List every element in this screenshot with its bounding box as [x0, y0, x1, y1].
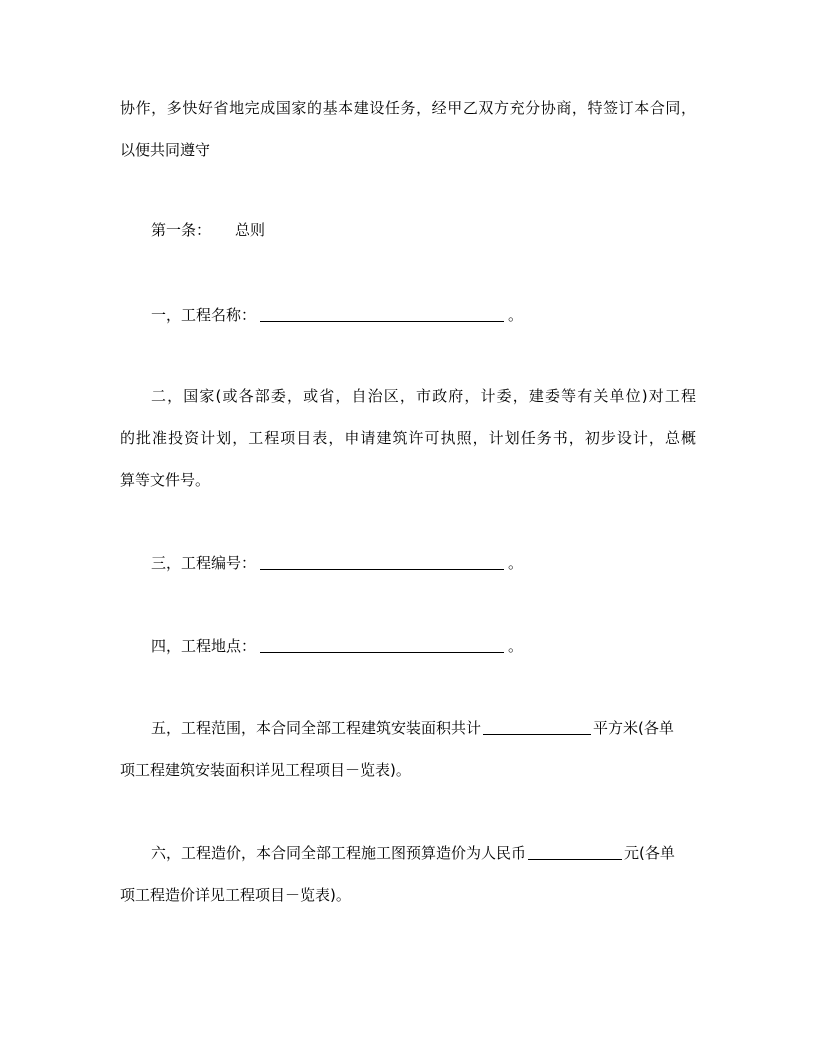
- article-label: 第一条：: [151, 221, 212, 239]
- item2-line-3: 算等文件号。: [120, 471, 211, 489]
- item-project-name-label: 一，工程名称：: [151, 306, 257, 324]
- item5-line-2: 项工程建筑安装面积详见工程项目－览表)。: [120, 761, 411, 779]
- item-project-location-label: 四，工程地点：: [151, 637, 257, 655]
- item6-line-1: [151, 843, 675, 863]
- item5-label: 五，工程范围，本合同全部工程建筑安装面积共计: [151, 719, 482, 737]
- item6-label: 六，工程造价，本合同全部工程施工图预算造价为人民币: [151, 844, 527, 862]
- item-project-number: [151, 553, 523, 573]
- article-heading: [151, 220, 265, 240]
- item-project-location-end: 。: [508, 637, 524, 655]
- intro-line-1: 协作，多快好省地完成国家的基本建设任务，经甲乙双方充分协商，特签订本合同，: [120, 99, 696, 117]
- item-project-name: [151, 305, 523, 325]
- item2-line-2: 的批准投资计划，工程项目表，申请建筑许可执照，计划任务书，初步设计，总概: [120, 429, 696, 447]
- project-location-blank[interactable]: [260, 637, 504, 653]
- item-project-name-end: 。: [508, 306, 524, 324]
- item2-line-1: 二，国家(或各部委，或省，自治区，市政府，计委，建委等有关单位)对工程: [151, 387, 696, 405]
- item6-line-2: 项工程造价详见工程项目－览表)。: [120, 886, 351, 904]
- item5-line-1: [151, 718, 674, 738]
- item-project-number-label: 三，工程编号：: [151, 554, 257, 572]
- article-title: 总则: [235, 221, 266, 239]
- intro-line-2: 以便共同遵守: [120, 141, 211, 159]
- item-project-location: [151, 636, 523, 656]
- item5-unit: 平方米(各单: [593, 719, 674, 737]
- area-blank[interactable]: [483, 719, 591, 735]
- project-name-blank[interactable]: [260, 306, 504, 322]
- project-number-blank[interactable]: [260, 554, 504, 570]
- cost-blank[interactable]: [528, 844, 622, 860]
- item-project-number-end: 。: [508, 554, 524, 572]
- item6-unit: 元(各单: [624, 844, 675, 862]
